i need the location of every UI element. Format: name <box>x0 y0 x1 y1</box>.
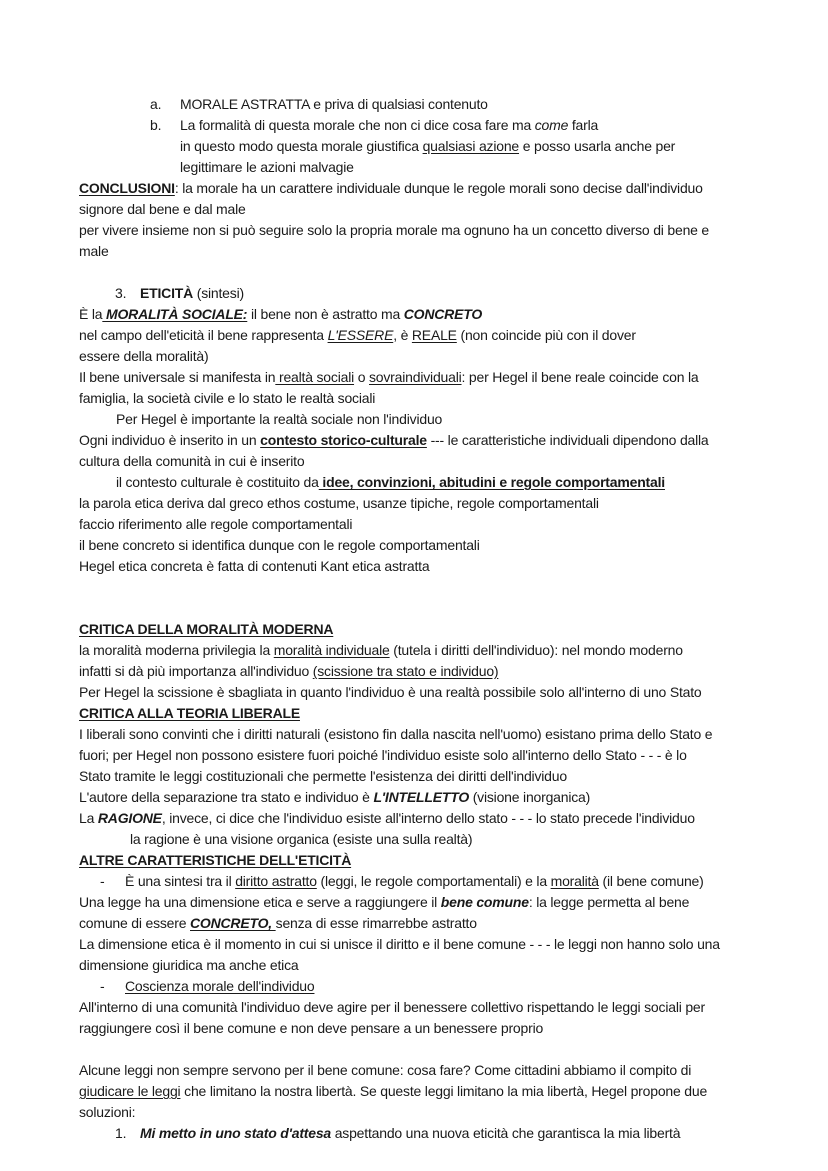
text-line <box>79 220 788 241</box>
text-segment: Ogni individuo è inserito in un <box>79 432 261 448</box>
text-segment: CONCLUSIONI <box>79 180 175 196</box>
text-line <box>79 850 788 871</box>
text-segment: REALE <box>411 327 457 343</box>
list-marker: b. <box>150 117 162 133</box>
text-line <box>79 808 788 829</box>
text-line <box>79 157 788 178</box>
text-segment: All'interno di una comunità l'individuo deve agire per il benessere collettivo rispettando le leggi sociali per <box>79 999 705 1015</box>
text-segment: RAGIONE <box>97 810 162 826</box>
text-segment: il contesto culturale è costituito da <box>116 474 319 490</box>
text-line <box>79 367 788 388</box>
text-segment: Per Hegel la scissione è sbagliata in quanto l'individuo è una realtà possibile solo all'interno di uno Stato <box>79 684 702 700</box>
text-segment: Il bene universale si manifesta in <box>79 369 276 385</box>
text-segment: male <box>79 243 109 259</box>
blank-line <box>79 1039 788 1060</box>
text-segment: (tutela i diritti dell'individuo): nel mondo moderno <box>389 642 683 658</box>
text-segment: Alcune leggi non sempre servono per il bene comune: cosa fare? Come cittadini abbiamo il compito di <box>79 1062 692 1078</box>
text-line <box>79 514 788 535</box>
text-segment: famiglia, la società civile e lo stato le realtà sociali <box>79 390 376 406</box>
text-line <box>79 934 788 955</box>
text-segment: Una legge ha una dimensione etica e serve a raggiungere il <box>79 894 441 910</box>
text-segment: La formalità di questa morale che non ci dice cosa fare ma <box>180 117 535 133</box>
text-segment: qualsiasi azione <box>422 138 520 154</box>
text-line <box>79 472 788 493</box>
text-segment: Mi metto in uno stato d'attesa <box>140 1125 332 1141</box>
text-line <box>79 997 788 1018</box>
text-segment: (il bene comune) <box>598 873 704 889</box>
text-segment: il bene concreto si identifica dunque con le regole comportamentali <box>79 537 480 553</box>
text-segment: la parola etica deriva dal greco ethos costume, usanze tipiche, regole comportamentali <box>79 495 599 511</box>
text-segment: L'ESSERE <box>327 327 394 343</box>
text-segment: soluzioni: <box>79 1104 136 1120</box>
text-segment: nel campo dell'eticità il bene rappresenta <box>79 327 328 343</box>
text-line <box>79 535 788 556</box>
text-segment: farla <box>568 117 599 133</box>
text-line <box>79 556 788 577</box>
text-segment: realtà sociali <box>275 369 355 385</box>
text-segment: giudicare le leggi <box>79 1083 181 1099</box>
text-line <box>79 892 788 913</box>
text-segment: È una sintesi tra il <box>125 873 236 889</box>
text-segment: CRITICA DELLA MORALITÀ MODERNA <box>79 621 334 637</box>
text-segment: che limitano la nostra libertà. Se queste leggi limitano la mia libertà, Hegel propone due <box>180 1083 708 1099</box>
text-line <box>79 955 788 976</box>
blank-line <box>79 577 788 598</box>
text-line <box>79 451 788 472</box>
text-segment: moralità individuale <box>273 642 390 658</box>
text-line <box>79 346 788 367</box>
text-line <box>79 1060 788 1081</box>
text-line <box>79 745 788 766</box>
text-segment: Coscienza morale dell'individuo <box>125 978 315 994</box>
text-line <box>79 682 788 703</box>
text-segment: sovraindividuali <box>369 369 462 385</box>
text-segment: idee, convinzioni, abitudini e regole comportamentali <box>318 474 665 490</box>
text-segment: o <box>354 369 369 385</box>
text-segment: L'autore della separazione tra stato e individuo è <box>79 789 374 805</box>
text-line <box>79 325 788 346</box>
text-segment: dimensione giuridica ma anche etica <box>79 957 299 973</box>
text-line <box>79 871 788 892</box>
text-line <box>79 178 788 199</box>
text-segment: aspettando una nuova eticità che garantisca la mia libertà <box>331 1125 681 1141</box>
list-marker: 3. <box>115 285 127 301</box>
text-segment: Per Hegel è importante la realtà sociale non l'individuo <box>116 411 443 427</box>
text-line <box>79 136 788 157</box>
text-segment: ALTRE CARATTERISTICHE DELL'ETICITÀ <box>79 852 352 868</box>
text-segment: senza di esse rimarrebbe astratto <box>275 915 477 931</box>
blank-line <box>79 262 788 283</box>
text-segment: : la legge permetta al bene <box>528 894 690 910</box>
list-marker: a. <box>150 96 162 112</box>
text-line <box>79 1102 788 1123</box>
text-segment: : per Hegel il bene reale coincide con la <box>461 369 699 385</box>
text-line <box>79 199 788 220</box>
text-segment: CONCRETO, <box>190 915 276 931</box>
list-marker: 1. <box>115 1125 127 1141</box>
text-segment: bene comune <box>440 894 529 910</box>
text-segment: CONCRETO <box>403 306 483 322</box>
text-line <box>79 661 788 682</box>
text-line <box>79 640 788 661</box>
text-segment: legittimare le azioni malvagie <box>180 159 354 175</box>
text-segment: (sintesi) <box>193 285 244 301</box>
text-line <box>79 766 788 787</box>
text-segment: , è <box>393 327 412 343</box>
text-segment: la ragione è una visione organica (esiste una sulla realtà) <box>130 831 473 847</box>
text-line <box>79 1081 788 1102</box>
text-line <box>79 619 788 640</box>
text-segment: Stato tramite le leggi costituzionali che permette l'esistenza dei diritti dell'individuo <box>79 768 567 784</box>
text-segment: la moralità moderna privilegia la <box>79 642 274 658</box>
text-segment: ETICITÀ <box>140 285 194 301</box>
text-line <box>79 493 788 514</box>
text-line <box>79 409 788 430</box>
list-marker: - <box>100 978 105 994</box>
text-segment: signore dal bene e dal male <box>79 201 246 217</box>
text-line <box>79 976 788 997</box>
text-line <box>79 913 788 934</box>
text-segment: diritto astratto <box>235 873 317 889</box>
text-segment: il bene non è astratto ma <box>247 306 404 322</box>
text-segment: L'INTELLETTO <box>373 789 470 805</box>
text-segment: essere della moralità) <box>79 348 209 364</box>
text-segment: infatti si dà più importanza all'individuo <box>79 663 313 679</box>
text-segment: in questo modo questa morale giustifica <box>180 138 423 154</box>
text-segment: (visione inorganica) <box>469 789 591 805</box>
text-segment: La <box>79 810 98 826</box>
text-segment: per vivere insieme non si può seguire solo la propria morale ma ognuno ha un concetto diverso di bene e <box>79 222 710 238</box>
text-segment: moralità <box>550 873 599 889</box>
text-segment: MORALITÀ SOCIALE: <box>102 306 248 322</box>
text-segment: La dimensione etica è il momento in cui si unisce il diritto e il bene comune - - - le leggi non hanno solo una <box>79 936 720 952</box>
text-line <box>79 115 788 136</box>
text-segment: faccio riferimento alle regole comportamentali <box>79 516 353 532</box>
text-segment: --- le caratteristiche individuali dipendono dalla <box>426 432 709 448</box>
text-segment: (leggi, le regole comportamentali) e la <box>316 873 551 889</box>
text-line <box>79 388 788 409</box>
text-line <box>79 829 788 850</box>
text-segment: fuori; per Hegel non possono esistere fuori poiché l'individuo esiste solo all'interno dello Stato - - - è lo <box>79 747 687 763</box>
text-line <box>79 430 788 451</box>
text-segment: , invece, ci dice che l'individuo esiste all'interno dello stato - - - lo stato precede l'individuo <box>161 810 695 826</box>
text-line <box>79 304 788 325</box>
text-segment: (non coincide più con il dover <box>456 327 636 343</box>
text-segment: raggiungere così il bene comune e non deve pensare a un benessere proprio <box>79 1020 544 1036</box>
text-segment: CRITICA ALLA TEORIA LIBERALE <box>79 705 300 721</box>
text-line <box>79 787 788 808</box>
text-segment: come <box>534 117 569 133</box>
text-segment: Hegel etica concreta è fatta di contenuti Kant etica astratta <box>79 558 430 574</box>
text-line <box>79 724 788 745</box>
text-line <box>79 283 788 304</box>
text-segment: : la morale ha un carattere individuale dunque le regole morali sono decise dall'individuo <box>174 180 703 196</box>
list-marker: - <box>100 873 105 889</box>
text-line <box>79 94 788 115</box>
text-segment: MORALE ASTRATTA e priva di qualsiasi contenuto <box>180 96 488 112</box>
text-line <box>79 1018 788 1039</box>
blank-line <box>79 598 788 619</box>
text-segment: cultura della comunità in cui è inserito <box>79 453 305 469</box>
text-line <box>79 703 788 724</box>
text-segment: (scissione tra stato e individuo) <box>312 663 499 679</box>
text-line <box>79 1123 788 1144</box>
text-segment: comune di essere <box>79 915 190 931</box>
text-segment: È la <box>79 306 103 322</box>
text-segment: e posso usarla anche per <box>519 138 676 154</box>
text-line <box>79 241 788 262</box>
text-segment: contesto storico-culturale <box>260 432 427 448</box>
text-segment: I liberali sono convinti che i diritti naturali (esistono fin dalla nascita nell'uomo) esistano prima dello Stato e <box>79 726 713 742</box>
